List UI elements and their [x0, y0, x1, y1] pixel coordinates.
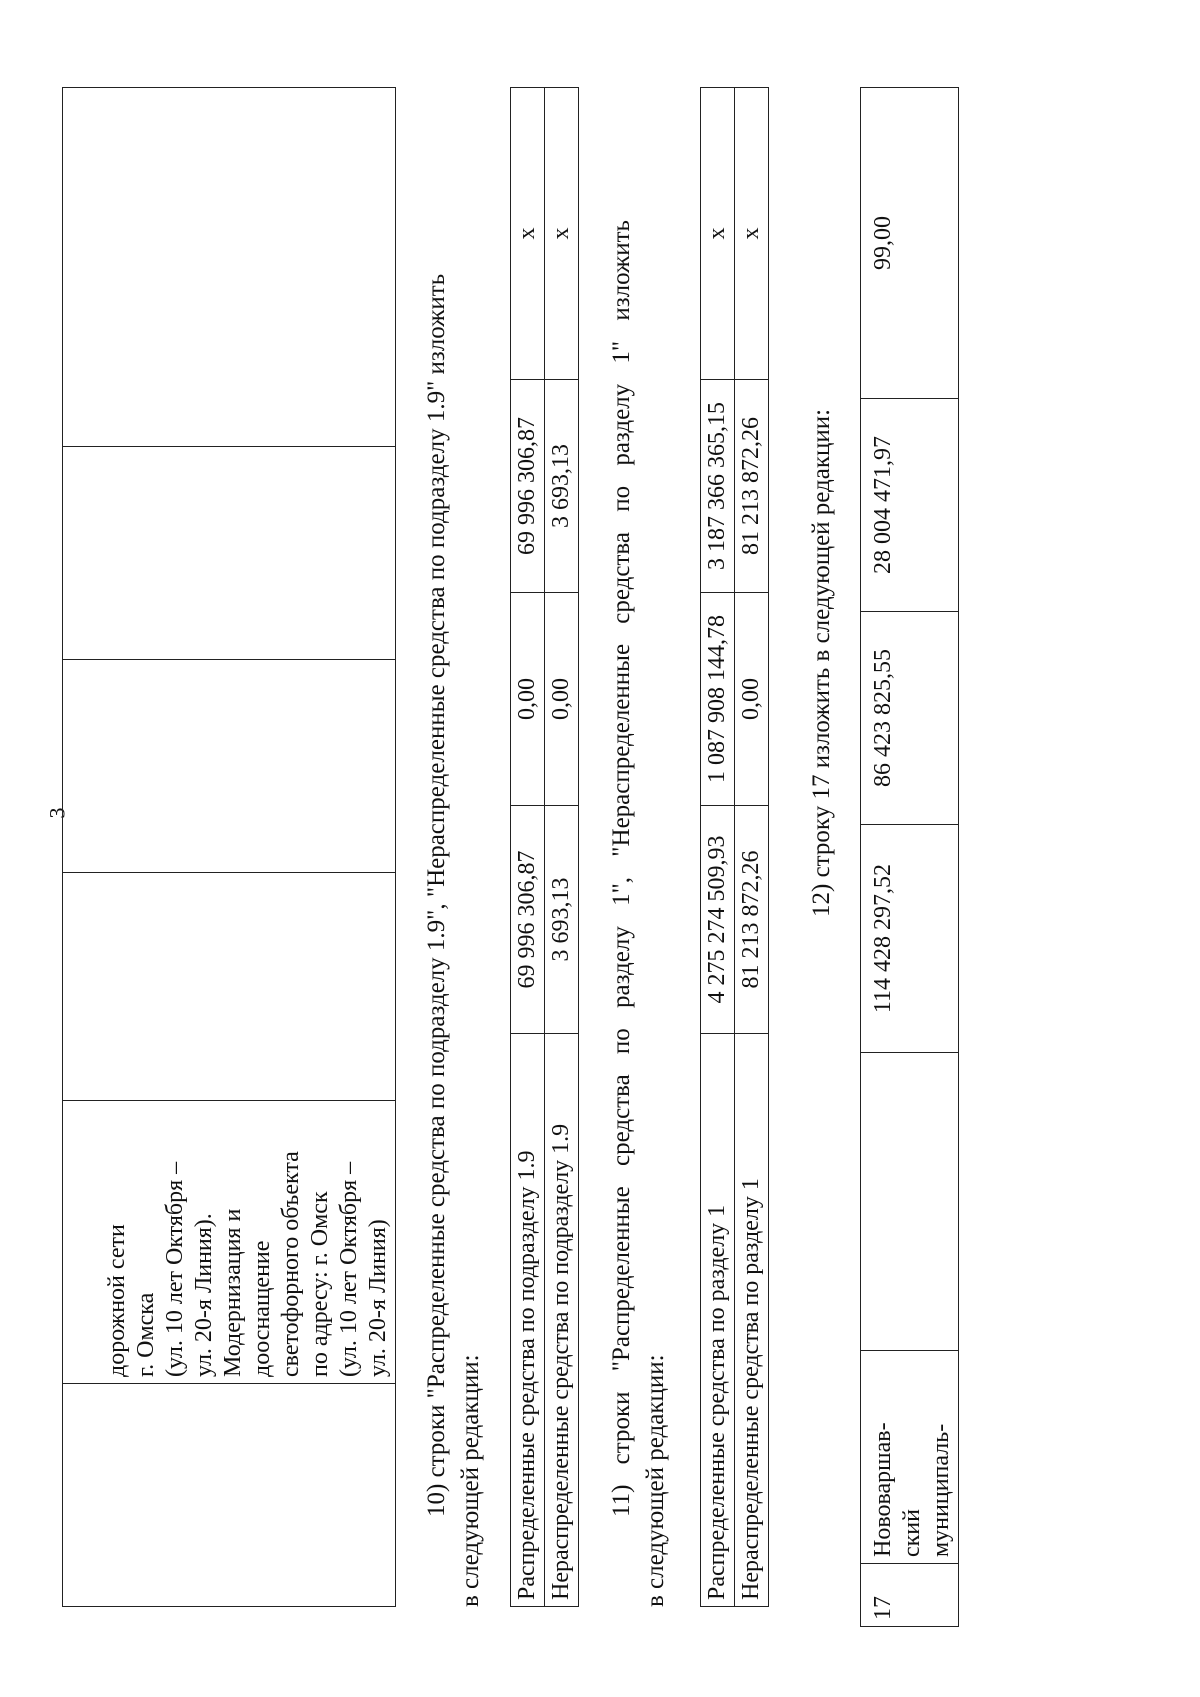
paragraph-12: [805, 97, 839, 917]
row-name-line: ский: [899, 1509, 925, 1557]
value-cell: 28 004 471,97: [861, 399, 959, 612]
value-cell: 0,00: [511, 593, 545, 806]
paragraph-11: [605, 97, 673, 1607]
paragraph-12-line-1: 12) строку 17 изложить в следующей редакции:: [808, 408, 835, 917]
row-label: Распределенные средства по разделу 1: [701, 1034, 735, 1607]
table-11: [700, 87, 769, 1607]
desc-line: ул. 20-я Линия).: [191, 1213, 217, 1377]
value-cell: 81 213 872,26: [735, 806, 769, 1034]
table-12: [860, 87, 959, 1627]
row-label: Распределенные средства по подразделу 1.9: [511, 1034, 545, 1607]
value-cell: 3 693,13: [545, 806, 579, 1034]
paragraph-10-line-1: 10) строки "Распределенные средства по подразделу 1.9", "Нераспределенные средства по подразделу 1.9" изложить: [423, 273, 450, 1517]
value-cell: х: [545, 88, 579, 380]
paragraph-11-line-2: в следующей редакции:: [642, 1354, 669, 1607]
value-cell: 0,00: [545, 593, 579, 806]
value-cell: 4 275 274 509,93: [701, 806, 735, 1034]
page-number: 3: [44, 807, 70, 819]
desc-line: дорожной сети: [104, 1224, 130, 1377]
top-table-cell-empty-5: [63, 88, 396, 447]
value-cell: 99,00: [861, 88, 959, 399]
desc-line: по адресу: г. Омск: [307, 1191, 333, 1377]
value-cell: х: [735, 88, 769, 380]
value-cell: 81 213 872,26: [735, 380, 769, 593]
desc-line: дооснащение: [249, 1240, 275, 1377]
row-label: Нераспределенные средства по подразделу 1.9: [545, 1034, 579, 1607]
top-table: [62, 87, 396, 1607]
value-cell: 3 187 366 365,15: [701, 380, 735, 593]
top-table-cell-empty-2: [63, 873, 396, 1101]
row-number: 17: [861, 1564, 959, 1627]
value-cell: 1 087 908 144,78: [701, 593, 735, 806]
top-table-cell-empty-3: [63, 660, 396, 873]
row-name: [861, 1351, 959, 1564]
paragraph-11-line-1: 11) строки "Распределенные средства по разделу 1", "Нераспределенные средства по разделу 1" изложить: [608, 220, 635, 1517]
top-table-cell-empty-4: [63, 447, 396, 660]
table-row: [861, 88, 959, 1627]
empty-cell: [861, 1053, 959, 1351]
value-cell: 0,00: [735, 593, 769, 806]
value-cell: 86 423 825,55: [861, 612, 959, 825]
desc-line: ул. 20-я Линия): [365, 1219, 391, 1377]
table-row: [735, 88, 769, 1607]
table-row: [511, 88, 545, 1607]
value-cell: х: [701, 88, 735, 380]
value-cell: 69 996 306,87: [511, 806, 545, 1034]
top-table-cell-empty-1: [63, 1384, 396, 1607]
table-row: [701, 88, 735, 1607]
value-cell: 3 693,13: [545, 380, 579, 593]
desc-line: г. Омска: [133, 1292, 159, 1377]
row-name-line: муниципаль-: [928, 1423, 954, 1557]
row-name-line: Нововаршав-: [870, 1422, 896, 1557]
desc-line: (ул. 10 лет Октября –: [162, 1161, 188, 1377]
table-10: [510, 87, 579, 1607]
desc-line: светофорного объекта: [278, 1151, 304, 1377]
paragraph-10: [420, 97, 488, 1607]
row-label: Нераспределенные средства по разделу 1: [735, 1034, 769, 1607]
desc-line: Модернизация и: [220, 1208, 246, 1377]
table-row: [545, 88, 579, 1607]
desc-line: (ул. 10 лет Октября –: [336, 1161, 362, 1377]
value-cell: 114 428 297,52: [861, 825, 959, 1053]
value-cell: 69 996 306,87: [511, 380, 545, 593]
paragraph-10-line-2: в следующей редакции:: [457, 1354, 484, 1607]
top-table-cell-description: [63, 1101, 396, 1384]
value-cell: х: [511, 88, 545, 380]
